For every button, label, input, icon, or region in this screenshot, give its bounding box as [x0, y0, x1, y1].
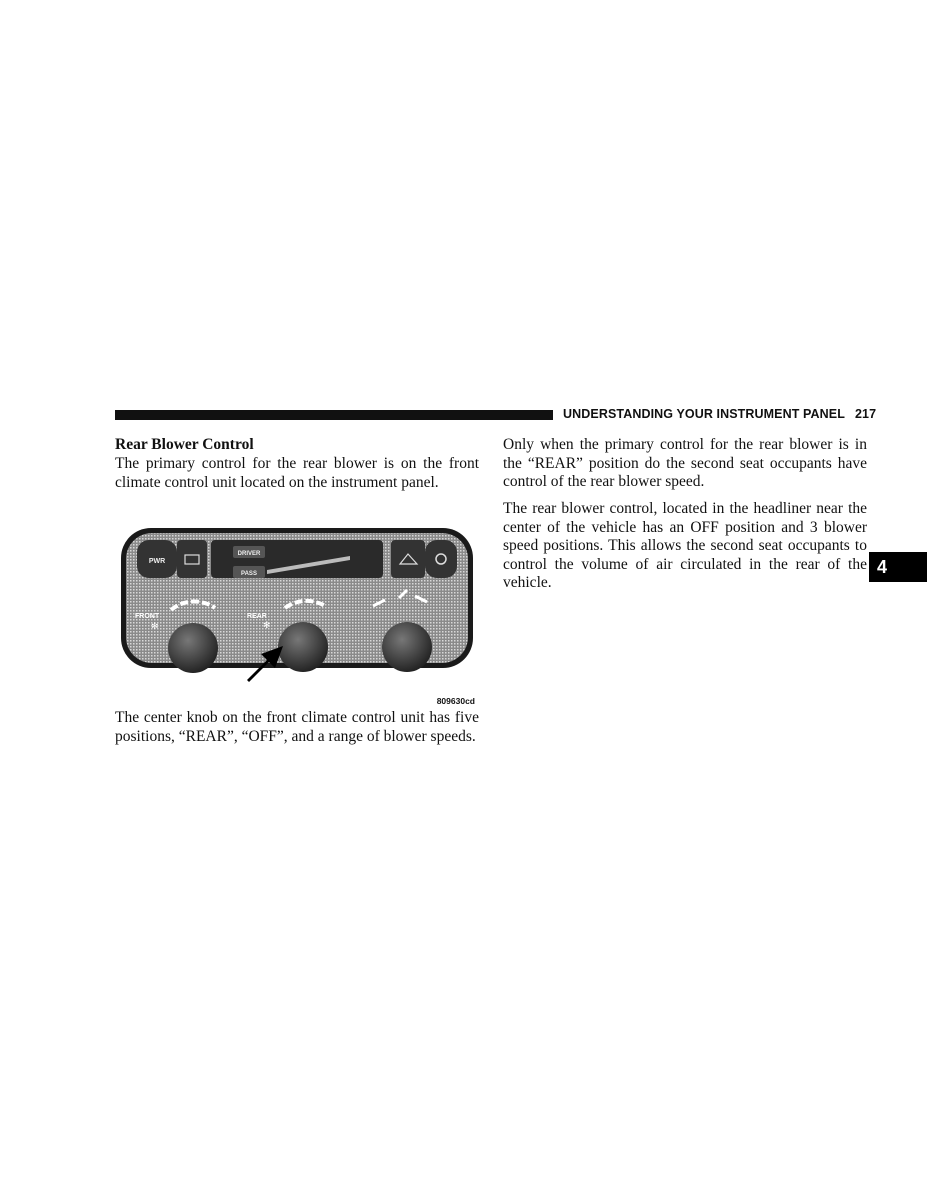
front-blower-knob	[168, 623, 218, 673]
header-title: UNDERSTANDING YOUR INSTRUMENT PANEL	[563, 407, 845, 421]
paragraph-center-knob: The center knob on the front climate control unit has five positions, “REAR”, “OFF”, and a range of blower speeds.	[115, 709, 479, 745]
climate-control-illustration	[115, 520, 479, 710]
rear-fan-icon: ✻	[263, 620, 271, 630]
section-title: Rear Blower Control	[115, 436, 254, 453]
page-number: 217	[854, 407, 877, 421]
running-header	[563, 407, 876, 421]
driver-label: DRIVER	[237, 551, 261, 557]
rear-label: REAR	[247, 613, 267, 620]
pass-label: PASS	[241, 571, 257, 577]
front-label: FRONT	[135, 613, 160, 620]
rear-defrost-button	[177, 540, 207, 578]
paragraph-headliner-control: The rear blower control, located in the headliner near the center of the vehicle has an OFF position and 3 blower speed positions. This allows the second seat occupants to control the volume of air circulated in the rear of the vehicle.	[503, 500, 867, 591]
front-fan-icon: ✻	[151, 621, 159, 631]
climate-control-figure	[115, 520, 479, 710]
mode-knob	[382, 622, 432, 672]
pwr-label: PWR	[148, 558, 166, 565]
paragraph-primary-control: The primary control for the rear blower is on the front climate control unit located on the instrument panel.	[115, 455, 479, 491]
figure-code: 809630cd	[436, 696, 475, 706]
chapter-tab: 4	[869, 552, 927, 582]
ac-button	[425, 540, 457, 578]
header-rule	[115, 410, 553, 420]
rear-blower-knob	[278, 622, 328, 672]
recirc-button	[391, 540, 425, 578]
paragraph-rear-position: Only when the primary control for the rear blower is in the “REAR” position do the second seat occupants have control of the rear blower speed.	[503, 436, 867, 490]
